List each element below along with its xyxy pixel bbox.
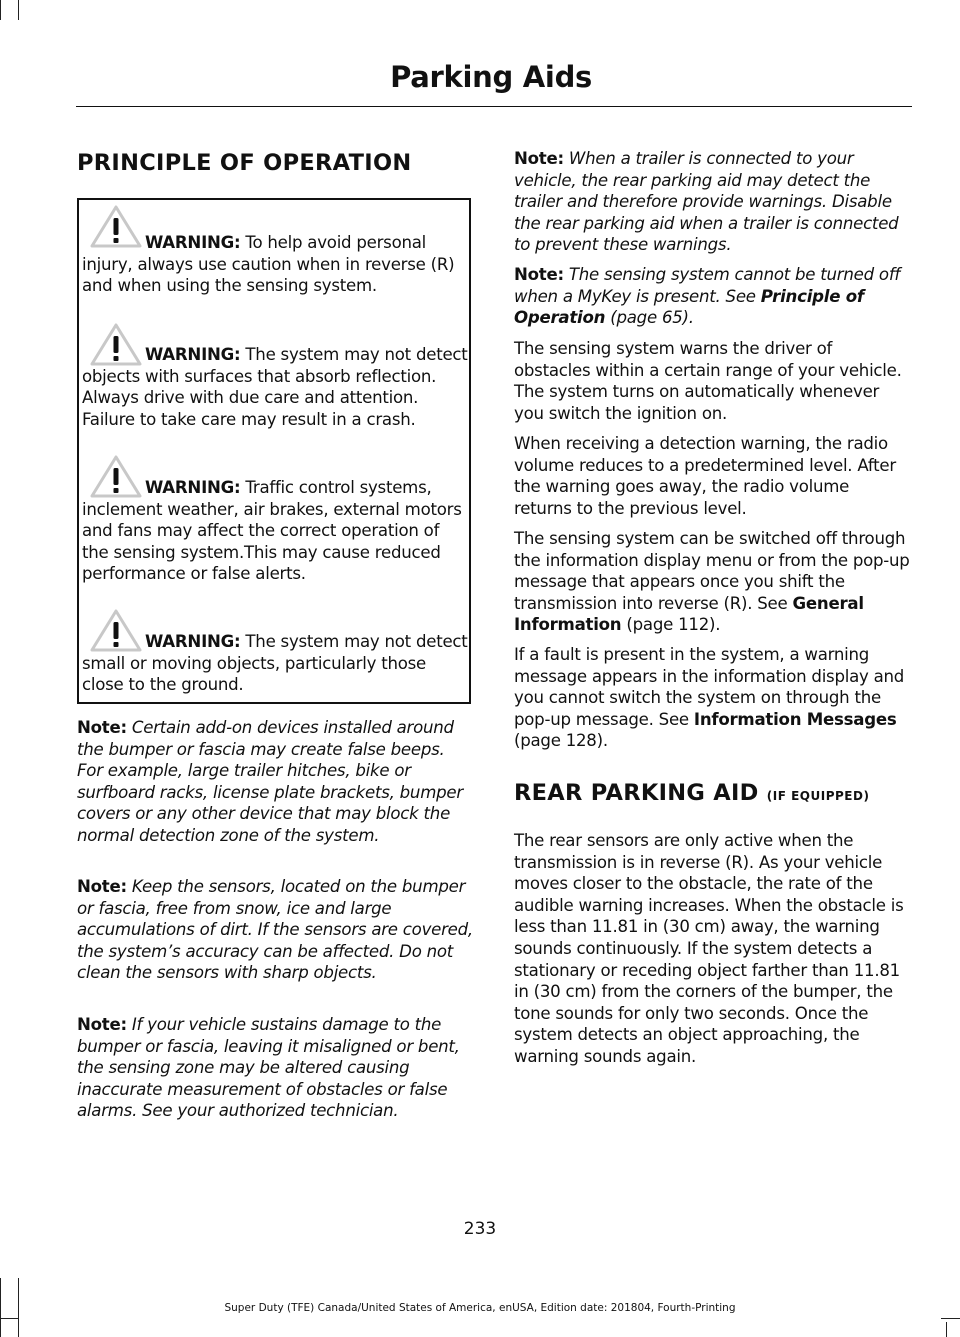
warning-text-3: WARNING: Traffic control systems, inclement weather, air brakes, external motors and fans may affect the correct operation of the sensing system.This may cause reduced performance or false alerts. xyxy=(82,478,462,584)
note-add-on-devices: Note: Certain add-on devices installed around the bumper or fascia may create false beeps. For example, large trailer hitches, bike or surfboard racks, license plate brackets, bumper covers or any other device that may block the normal detection zone of the system. xyxy=(77,718,463,845)
section-title-principle: PRINCIPLE OF OPERATION xyxy=(77,150,412,176)
crop-mark xyxy=(18,0,19,20)
warning-label: WARNING: xyxy=(145,632,241,651)
note-trailer: Note: When a trailer is connected to your vehicle, the rear parking aid may detect the trailer and therefore provide warnings. Disable the rear parking aid when a trailer is connected to prevent these warnings. xyxy=(514,149,899,255)
crop-mark xyxy=(946,1322,947,1337)
link-general-information[interactable]: General Information xyxy=(514,593,864,635)
warning-label: WARNING: xyxy=(145,478,241,497)
link-principle-of-operation[interactable]: Principle of Operation xyxy=(514,286,864,328)
crop-mark xyxy=(941,1318,960,1319)
paragraph-sensing-warns: The sensing system warns the driver of obstacles within a certain range of your vehicle. The system turns on automatically whenever you switch the ignition on. xyxy=(514,339,902,423)
note-mykey: Note: The sensing system cannot be turned off when a MyKey is present. See Principle of Operation (page 65). xyxy=(514,265,901,328)
warning-text-4: WARNING: The system may not detect small or moving objects, particularly those close to the ground. xyxy=(82,632,468,695)
note-label: Note: xyxy=(514,149,564,168)
crop-mark xyxy=(0,0,1,20)
page-title: Parking Aids xyxy=(390,60,592,94)
note-label: Note: xyxy=(77,718,127,737)
section-title-rear-parking-aid: REAR PARKING AID (IF EQUIPPED) xyxy=(514,780,870,806)
note-keep-sensors-clean: Note: Keep the sensors, located on the bumper or fascia, free from snow, ice and large accumulations of dirt. If the sensors are covered, the system’s accuracy can be affected. Do not clean the sensors with sharp objects. xyxy=(77,877,473,983)
crop-mark xyxy=(0,1318,19,1319)
note-bumper-damage: Note: If your vehicle sustains damage to the bumper or fascia, leaving it misaligned or bent, the sensing zone may be altered causing inaccurate measurement of obstacles or false alarms. See your authorized technician. xyxy=(77,1015,460,1121)
paragraph-switch-off: The sensing system can be switched off through the information display menu or from the pop-up message that appears once you shift the transmission into reverse (R). See General Information (page 112). xyxy=(514,529,910,635)
paragraph-detection-volume: When receiving a detection warning, the radio volume reduces to a predetermined level. After the warning goes away, the radio volume returns to the previous level. xyxy=(514,434,896,518)
paragraph-rear-sensors: The rear sensors are only active when the transmission is in reverse (R). As your vehicle moves closer to the obstacle, the rate of the audible warning increases. When the obstacle is less than 11.81 in (30 cm) away, the warning sounds continuously. If the system detects a stationary or receding object farther than 11.81 in (30 cm) from the corners of the bumper, the tone sounds for only two seconds. Once the system detects an object approaching, the warning sounds again. xyxy=(514,831,904,1066)
note-label: Note: xyxy=(514,265,564,284)
warning-text-2: WARNING: The system may not detect objects with surfaces that absorb reflection. Always drive with due care and attention. Failure to take care may result in a crash. xyxy=(82,345,468,429)
link-information-messages[interactable]: Information Messages xyxy=(693,709,897,729)
header-rule xyxy=(76,106,912,107)
warning-label: WARNING: xyxy=(145,233,241,252)
paragraph-fault: If a fault is present in the system, a warning message appears in the information display and you cannot switch the system on through the pop-up message. See Information Messages (page 128). xyxy=(514,645,905,751)
edition-line: Super Duty (TFE) Canada/United States of America, enUSA, Edition date: 201804, Fourth-Printing xyxy=(224,1302,736,1314)
warning-label: WARNING: xyxy=(145,345,241,364)
note-label: Note: xyxy=(77,1015,127,1034)
page-number: 233 xyxy=(463,1219,497,1239)
note-label: Note: xyxy=(77,877,127,896)
warning-text-1: WARNING: To help avoid personal injury, always use caution when in reverse (R) and when using the sensing system. xyxy=(82,233,455,296)
